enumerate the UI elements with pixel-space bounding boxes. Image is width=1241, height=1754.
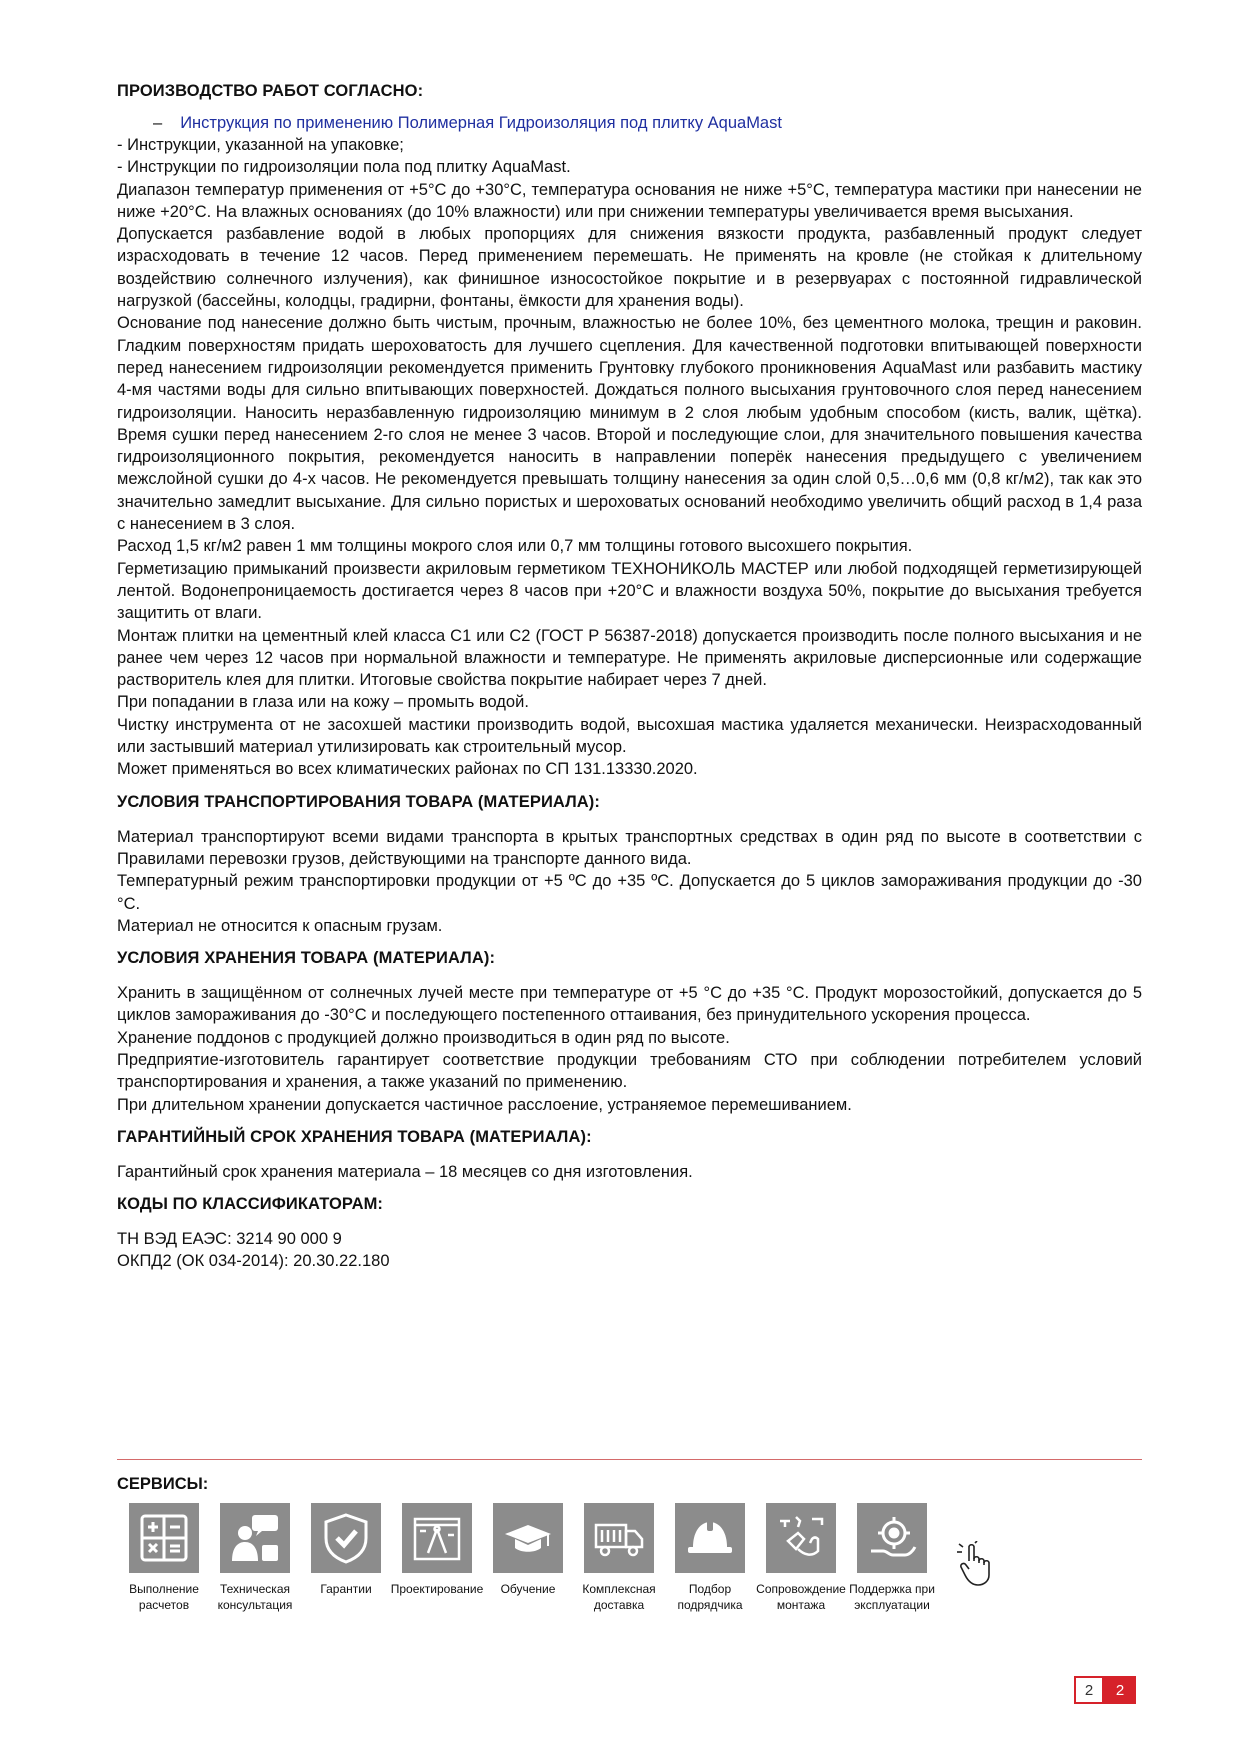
page-current: 2 <box>1074 1676 1104 1704</box>
paragraph: Герметизацию примыканий произвести акриловым герметиком ТЕХНОНИКОЛЬ МАСТЕР или любой подходящей герметизирующей лентой. Водонепроницаемость достигается через 8 часов при +20°С и влажности воздуха 50%, покрытие до высыхания требуется защитить от влаги. <box>117 559 1142 623</box>
service-label: Комплексная доставка <box>582 1582 656 1612</box>
page-number <box>1074 1676 1136 1704</box>
paragraph: При длительном хранении допускается частичное расслоение, устраняемое перемешиванием. <box>117 1095 852 1114</box>
paragraph: Монтаж плитки на цементный клей класса С1 или С2 (ГОСТ Р 56387-2018) допускается производить после полного высыхания и не ранее чем через 12 часов при нормальной влажности и температуре. Не применять акриловые дисперсионные или содержащие растворитель клея для плитки. Итоговые свойства покрытие набирает через 7 дней. <box>117 626 1142 690</box>
service-label: Обучение <box>500 1582 556 1596</box>
paragraph: Температурный режим транспортировки продукции от +5 ºС до +35 ºС. Допускается до 5 циклов замораживания продукции до -30 °С. <box>117 872 1142 913</box>
service-training[interactable] <box>481 1503 575 1597</box>
footer-divider <box>117 1459 1142 1460</box>
service-support[interactable] <box>845 1503 939 1613</box>
paragraph: Хранить в защищённом от солнечных лучей месте при температуре от +5 °С до +35 °С. Продукт морозостойкий, допускается до 5 циклов замораживания до -30°С и последующего постепенного оттаивания, без принудительного ускорения процесса. <box>117 984 1142 1025</box>
service-tile <box>766 1503 836 1573</box>
services-heading: СЕРВИСЫ: <box>117 1475 209 1493</box>
paragraph: Может применяться во всех климатических районах по СП 131.13330.2020. <box>117 760 698 779</box>
blueprint-icon <box>410 1511 464 1565</box>
service-tile <box>493 1503 563 1573</box>
storage-heading: УСЛОВИЯ ХРАНЕНИЯ ТОВАРА (МАТЕРИАЛА): <box>117 949 496 968</box>
paragraph: Материал не относится к опасным грузам. <box>117 916 443 935</box>
list-dash: – <box>153 114 163 132</box>
service-label: Техническая консультация <box>217 1582 293 1612</box>
transport-heading: УСЛОВИЯ ТРАНСПОРТИРОВАНИЯ ТОВАРА (МАТЕРИАЛА): <box>117 792 600 811</box>
consultant-icon <box>228 1511 282 1565</box>
code-line: ОКПД2 (ОК 034-2014): 20.30.22.180 <box>117 1252 390 1271</box>
service-consultation[interactable] <box>208 1503 302 1613</box>
warranty-text: Гарантийный срок хранения материала – 18 месяцев со дня изготовления. <box>117 1162 693 1181</box>
service-label: Проектирование <box>390 1582 484 1596</box>
paragraph: Основание под нанесение должно быть чистым, прочным, влажностью не более 10%, без цементного молока, трещин и раковин. Гладким поверхностям придать шероховатость для лучшего сцепления. Для качественной подготовки впитывающей поверхности перед нанесением гидроизоляции рекомендуется применить Грунтовку глубокого проникновения AquaMast или разбавить мастику 4-мя частями воды для сильно впитывающих поверхностей. Дождаться полного высыхания грунтовочного слоя перед нанесением гидроизоляции. Наносить неразбавленную гидроизоляцию минимум в 2 слоя любым удобным способом (кисть, валик, щётка). Время сушки перед нанесением 2-го слоя не менее 3 часов. Второй и последующие слои, для значительного повышения качества гидроизоляционного покрытия, рекомендуется наносить в направлении поперёк нанесения предыдущего с увеличением межслойной сушки до 4-х часов. Не рекомендуется превышать толщину нанесения за один слой 0,5…0,6 мм (0,8 кг/м2), так как это значительно замедлит высыхание. Для сильно пористых и шероховатых оснований необходимо увеличить общий расход в 1,4 раза с нанесением в 3 слоя. <box>117 314 1142 534</box>
service-tile <box>675 1503 745 1573</box>
truck-icon <box>592 1511 646 1565</box>
calculator-icon <box>137 1511 191 1565</box>
code-line: ТН ВЭД ЕАЭС: 3214 90 000 9 <box>117 1230 342 1249</box>
storage-section <box>117 947 1142 1116</box>
paragraph: Материал транспортируют всеми видами транспорта в крытых транспортных средствах в один ряд по высоте в соответствии с Правилами перевозки грузов, действующими на транспорте данного вида. <box>117 827 1142 868</box>
paragraph: - Инструкции по гидроизоляции пола под плитку AquaMast. <box>117 158 571 177</box>
warranty-section <box>117 1126 1142 1183</box>
paragraph: Чистку инструмента от не засохшей мастики производить водой, высохшая мастика удаляется механически. Неизрасходованный или застывший материал утилизировать как строительный мусор. <box>117 715 1142 757</box>
instruction-link[interactable]: Инструкция по применению Полимерная Гидроизоляция под плитку AquaMast <box>180 114 782 132</box>
paragraph: Расход 1,5 кг/м2 равен 1 мм толщины мокрого слоя или 0,7 мм толщины готового высохшего покрытия. <box>117 537 913 556</box>
paragraph: Хранение поддонов с продукцией должно производиться в один ряд по высоте. <box>117 1028 730 1047</box>
helmet-icon <box>683 1511 737 1565</box>
document-body <box>117 80 1142 1273</box>
support-gear-icon <box>865 1511 919 1565</box>
service-label: Подбор подрядчика <box>677 1582 743 1612</box>
paragraph: Допускается разбавление водой в любых пропорциях для снижения вязкости продукта, разбавленный продукт следует израсходовать в течение 12 часов. Перед применением перемешать. Не применять на кровле (не стойкая к длительному воздействию солнечного излучения), как финишное износостойкое покрытие и в резервуарах с постоянной гидравлической нагрузкой (бассейны, колодцы, градирни, фонтаны, ёмкости для хранения воды). <box>117 225 1142 311</box>
service-tile <box>402 1503 472 1573</box>
service-tile <box>584 1503 654 1573</box>
service-tile <box>220 1503 290 1573</box>
paragraph: Предприятие-изготовитель гарантирует соответствие продукции требованиям СТО при соблюдении потребителем условий транспортирования и хранения, а также указаний по применению. <box>117 1050 1142 1092</box>
service-tile <box>129 1503 199 1573</box>
service-label: Поддержка при эксплуатации <box>849 1582 935 1612</box>
tools-hand-icon <box>774 1511 828 1565</box>
warranty-heading: ГАРАНТИЙНЫЙ СРОК ХРАНЕНИЯ ТОВАРА (МАТЕРИАЛА): <box>117 1127 592 1146</box>
service-label: Выполнение расчетов <box>129 1582 199 1612</box>
shield-check-icon <box>319 1511 373 1565</box>
service-installation[interactable] <box>754 1503 848 1613</box>
transport-section <box>117 791 1142 937</box>
graduation-cap-icon <box>501 1511 555 1565</box>
service-tile <box>311 1503 381 1573</box>
production-heading: ПРОИЗВОДСТВО РАБОТ СОГЛАСНО: <box>117 82 424 100</box>
service-label: Гарантии <box>320 1582 372 1596</box>
service-contractor[interactable] <box>663 1503 757 1613</box>
service-design[interactable] <box>390 1503 484 1597</box>
service-label: Сопровождение монтажа <box>756 1582 846 1612</box>
service-delivery[interactable] <box>572 1503 666 1613</box>
paragraph: - Инструкции, указанной на упаковке; <box>117 136 404 154</box>
paragraph: При попадании в глаза или на кожу – промыть водой. <box>117 693 529 712</box>
paragraph: Диапазон температур применения от +5°С до +30°С, температура основания не ниже +5°С, температура мастики при нанесении не ниже +20°С. На влажных основаниях (до 10% влажности) или при снижении температуры увеличивается время высыхания. <box>117 180 1142 221</box>
page-total: 2 <box>1104 1676 1136 1704</box>
service-tile <box>857 1503 927 1573</box>
hand-pointer-icon <box>955 1541 1001 1587</box>
instruction-link-row <box>117 112 1142 134</box>
codes-heading: КОДЫ ПО КЛАССИФИКАТОРАМ: <box>117 1195 384 1214</box>
service-warranty[interactable] <box>299 1503 393 1597</box>
codes-section <box>117 1193 1142 1273</box>
service-calculations[interactable] <box>117 1503 211 1613</box>
production-section <box>117 80 1142 781</box>
